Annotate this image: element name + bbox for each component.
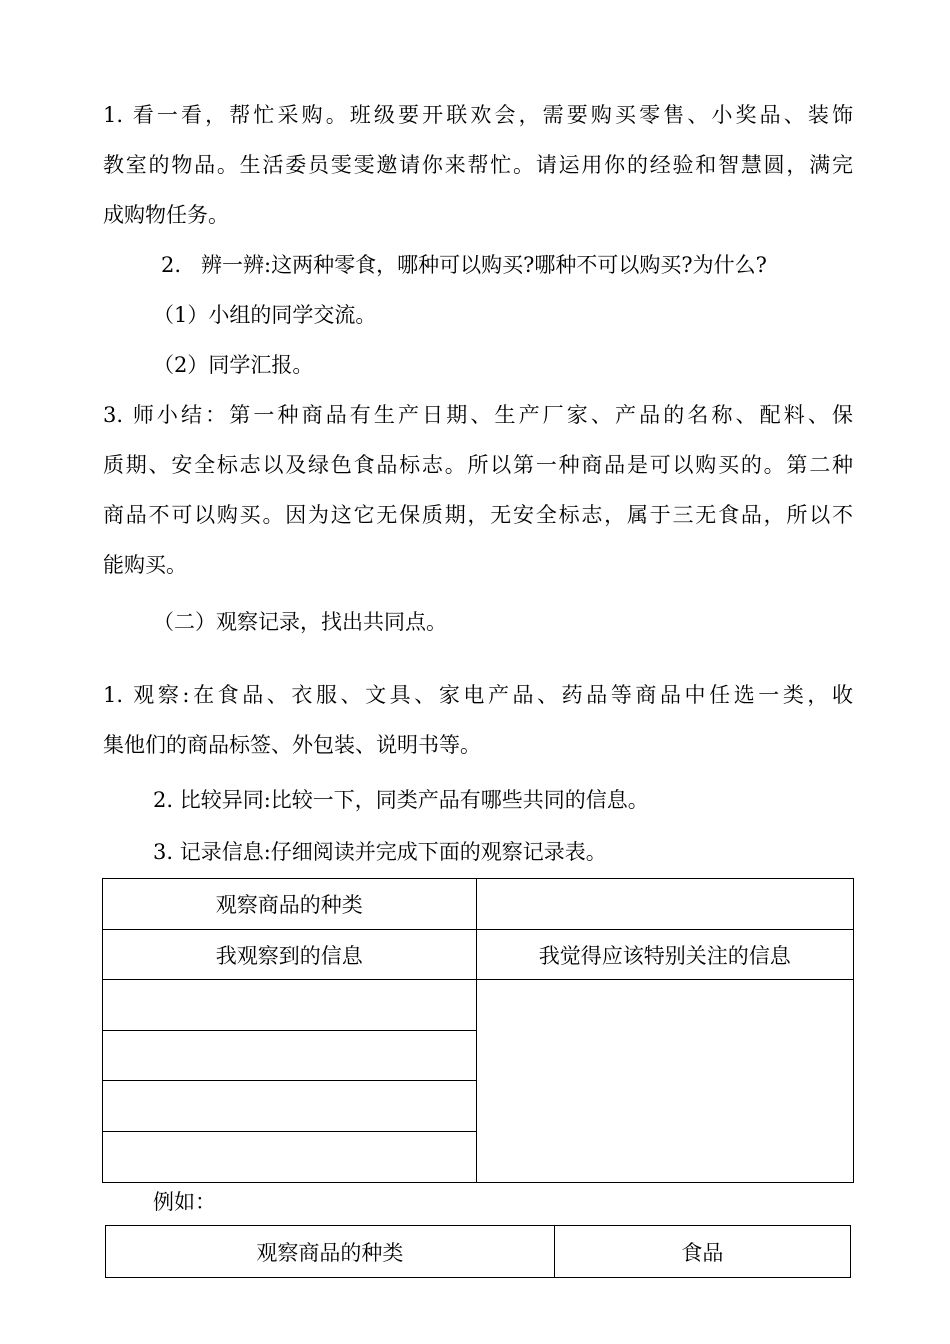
paragraph-1-line-2: 教室的物品。生活委员雯雯邀请你来帮忙。请运用你的经验和智慧圆，满完	[103, 153, 853, 177]
paragraph-3-line-1: 3. 师小结：第一种商品有生产日期、生产厂家、产品的名称、配料、保	[103, 403, 853, 427]
observation-record-table	[102, 878, 854, 1183]
example-label: 例如：	[153, 1190, 216, 1214]
paragraph-3-line-4: 能购买。	[103, 553, 187, 577]
table1-attention-cell[interactable]	[476, 980, 854, 1183]
paragraph-3-line-3: 商品不可以购买。因为这它无保质期，无安全标志，属于三无食品，所以不	[103, 503, 853, 527]
table1-category-value[interactable]	[476, 879, 854, 930]
step-1-line-2: 集他们的商品标签、外包装、说明书等。	[103, 733, 481, 757]
section-2-heading: （二）观察记录，找出共同点。	[153, 610, 447, 634]
table1-category-label: 观察商品的种类	[103, 879, 477, 930]
paragraph-2-item-2: （2）同学汇报。	[153, 353, 314, 377]
table1-observed-cell-2[interactable]	[103, 1031, 477, 1081]
table2-category-label: 观察商品的种类	[106, 1226, 555, 1278]
table2-category-value: 食品	[554, 1226, 850, 1278]
table1-observed-cell-3[interactable]	[103, 1081, 477, 1132]
paragraph-2: 2. 辨一辨:这两种零食，哪种可以购买?哪种不可以购买?为什么?	[161, 253, 767, 277]
table1-observed-cell-1[interactable]	[103, 980, 477, 1031]
table1-observed-cell-4[interactable]	[103, 1132, 477, 1183]
paragraph-1-line-3: 成购物任务。	[103, 203, 229, 227]
example-table	[105, 1225, 851, 1278]
step-3: 3. 记录信息:仔细阅读并完成下面的观察记录表。	[153, 840, 607, 864]
table1-header-attention: 我觉得应该特别关注的信息	[476, 930, 854, 980]
paragraph-1-line-1: 1. 看一看，帮忙采购。班级要开联欢会，需要购买零售、小奖品、装饰	[103, 103, 853, 127]
paragraph-2-item-1: （1）小组的同学交流。	[153, 303, 377, 327]
step-2: 2. 比较异同:比较一下，同类产品有哪些共同的信息。	[153, 788, 649, 812]
step-1-line-1: 1. 观察:在食品、衣服、文具、家电产品、药品等商品中任选一类，收	[103, 683, 853, 707]
table1-header-observed: 我观察到的信息	[103, 930, 477, 980]
paragraph-3-line-2: 质期、安全标志以及绿色食品标志。所以第一种商品是可以购买的。第二种	[103, 453, 853, 477]
